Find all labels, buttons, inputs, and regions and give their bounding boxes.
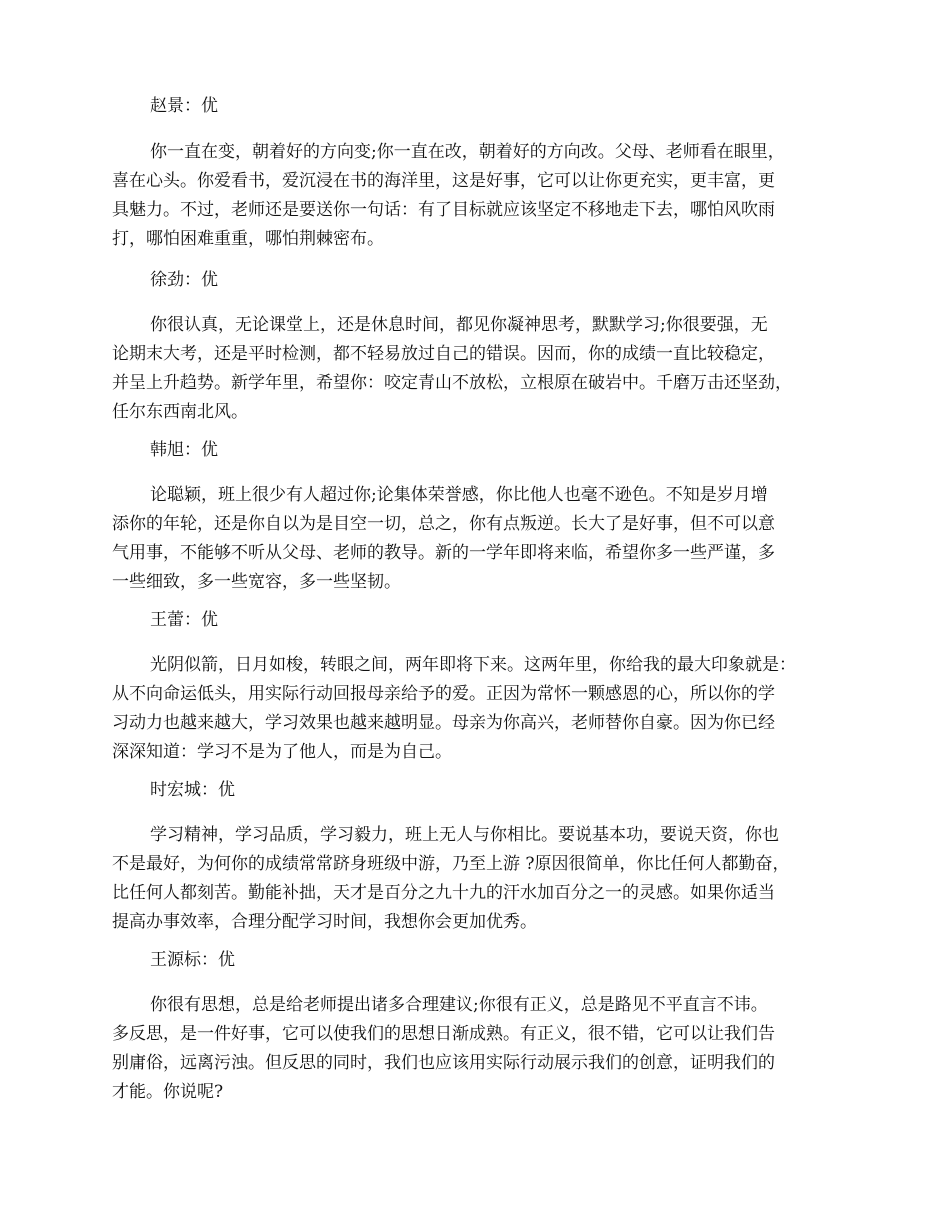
- paragraph-line: 论聪颖，班上很少有人超过你;论集体荣誉感，你比他人也毫不逊色。不知是岁月增: [150, 485, 768, 505]
- paragraph-line: 论期末大考，还是平时检测，都不轻易放过自己的错误。因而，你的成绩一直比较稳定，: [112, 344, 775, 364]
- student-heading: 韩旭：优: [150, 440, 218, 460]
- paragraph-line: 别庸俗，远离污浊。但反思的同时，我们也应该用实际行动展示我们的创意，证明我们的: [112, 1053, 775, 1073]
- paragraph-line: 你一直在变，朝着好的方向变;你一直在改，朝着好的方向改。父母、老师看在眼里，: [150, 142, 785, 162]
- paragraph-line: 添你的年轮，还是你自以为是目空一切，总之，你有点叛逆。长大了是好事，但不可以意: [112, 514, 775, 534]
- paragraph-line: 多反思，是一件好事，它可以使我们的思想日渐成熟。有正义，很不错，它可以让我们告: [112, 1024, 775, 1044]
- paragraph-line: 任尔东西南北风。: [112, 402, 248, 422]
- paragraph-line: 你很认真，无论课堂上，还是休息时间，都见你凝神思考，默默学习;你很要强，无: [150, 315, 768, 335]
- comment-paragraph: [112, 138, 838, 254]
- paragraph-line: 从不向命运低头，用实际行动回报母亲给予的爱。正因为常怀一颗感恩的心，所以你的学: [112, 684, 775, 704]
- paragraph-line: 气用事，不能够不听从父母、老师的教导。新的一学年即将来临，希望你多一些严谨，多: [112, 543, 775, 563]
- comment-paragraph: [112, 311, 838, 427]
- student-heading: 时宏城：优: [150, 780, 235, 800]
- comment-paragraph: [112, 481, 838, 597]
- paragraph-line: 喜在心头。你爱看书，爱沉浸在书的海洋里，这是好事，它可以让你更充实，更丰富，更: [112, 171, 775, 191]
- paragraph-line: 打，哪怕困难重重，哪怕荆棘密布。: [112, 229, 384, 249]
- comment-paragraph: [112, 651, 838, 767]
- paragraph-line: 光阴似箭，日月如梭，转眼之间，两年即将下来。这两年里，你给我的最大印象就是：: [150, 655, 796, 675]
- paragraph-line: 一些细致，多一些宽容，多一些坚韧。: [112, 572, 401, 592]
- paragraph-line: 才能。你说呢?: [112, 1082, 224, 1102]
- paragraph-line: 深深知道：学习不是为了他人，而是为自己。: [112, 742, 452, 762]
- paragraph-line: 提高办事效率，合理分配学习时间，我想你会更加优秀。: [112, 912, 537, 932]
- paragraph-line: 学习精神，学习品质，学习毅力，班上无人与你相比。要说基本功，要说天资，你也: [150, 825, 779, 845]
- paragraph-line: 比任何人都刻苦。勤能补拙，天才是百分之九十九的汗水加百分之一的灵感。如果你适当: [112, 883, 775, 903]
- student-heading: 赵景：优: [150, 96, 218, 116]
- paragraph-line: 具魅力。不过，老师还是要送你一句话：有了目标就应该坚定不移地走下去，哪怕风吹雨: [112, 200, 775, 220]
- comment-paragraph: [112, 821, 838, 937]
- paragraph-line: 不是最好，为何你的成绩常常跻身班级中游，乃至上游 ?原因很简单，你比任何人都勤奋，: [112, 854, 790, 874]
- student-heading: 王源标：优: [150, 950, 235, 970]
- paragraph-line: 并呈上升趋势。新学年里，希望你：咬定青山不放松，立根原在破岩中。千磨万击还坚劲，: [112, 373, 792, 393]
- comment-paragraph: [112, 991, 838, 1107]
- paragraph-line: 你很有思想，总是给老师提出诸多合理建议;你很有正义，总是路见不平直言不讳。: [150, 995, 768, 1015]
- student-heading: 王蕾：优: [150, 610, 218, 630]
- student-heading: 徐劲：优: [150, 270, 218, 290]
- paragraph-line: 习动力也越来越大，学习效果也越来越明显。母亲为你高兴，老师替你自豪。因为你已经: [112, 713, 775, 733]
